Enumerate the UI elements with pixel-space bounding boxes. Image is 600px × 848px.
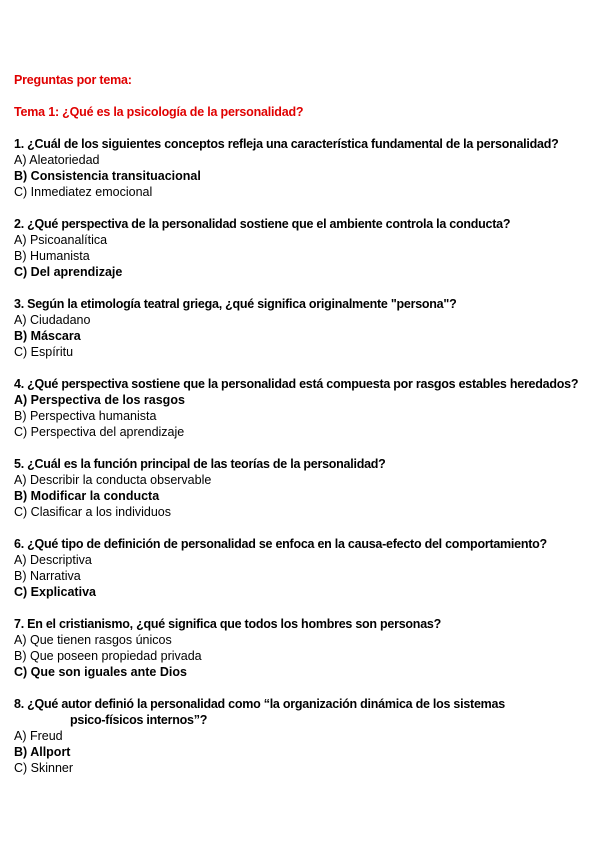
answer-option: C) Espíritu (14, 345, 74, 359)
answer-option-correct: B) Modificar la conducta (14, 489, 160, 503)
answer-option: A) Aleatoriedad (14, 153, 100, 167)
answer-option: C) Skinner (14, 761, 74, 775)
question-line: 4. ¿Qué perspectiva sostiene que la personalidad está compuesta por rasgos estables heredados? (14, 377, 579, 391)
question-text (14, 136, 590, 152)
answer-option: A) Psicoanalítica (14, 233, 108, 247)
question-text (14, 216, 590, 232)
question-block (14, 216, 590, 280)
answer-option-correct: C) Explicativa (14, 585, 96, 599)
answer-option: C) Clasificar a los individuos (14, 505, 172, 519)
answer-option-correct: B) Consistencia transituacional (14, 169, 201, 183)
section-heading: Preguntas por tema: (14, 73, 132, 87)
answer-option: A) Ciudadano (14, 313, 91, 327)
question-text (14, 456, 590, 472)
answer-option: A) Descriptiva (14, 553, 92, 567)
answer-option: B) Perspectiva humanista (14, 409, 157, 423)
question-line: 1. ¿Cuál de los siguientes conceptos refleja una característica fundamental de la personalidad? (14, 137, 559, 151)
question-block (14, 696, 590, 776)
answer-option: B) Humanista (14, 249, 90, 263)
question-line: 5. ¿Cuál es la función principal de las teorías de la personalidad? (14, 457, 386, 471)
question-block (14, 536, 590, 600)
topic-heading: Tema 1: ¿Qué es la psicología de la personalidad? (14, 105, 304, 119)
answer-option-correct: A) Perspectiva de los rasgos (14, 393, 185, 407)
answer-option-correct: C) Del aprendizaje (14, 265, 123, 279)
answer-option: C) Perspectiva del aprendizaje (14, 425, 185, 439)
answer-option-correct: C) Que son iguales ante Dios (14, 665, 187, 679)
question-line-continued: psico-físicos internos”? (70, 713, 208, 727)
question-block (14, 296, 590, 360)
question-text (14, 376, 590, 392)
question-line: 8. ¿Qué autor definió la personalidad como “la organización dinámica de los sistemas (14, 697, 505, 711)
answer-option: B) Que poseen propiedad privada (14, 649, 202, 663)
document-page (14, 72, 590, 776)
question-block (14, 456, 590, 520)
question-line: 3. Según la etimología teatral griega, ¿qué significa originalmente "persona"? (14, 297, 457, 311)
question-text (14, 536, 590, 552)
question-block (14, 376, 590, 440)
question-line: 2. ¿Qué perspectiva de la personalidad sostiene que el ambiente controla la conducta? (14, 217, 511, 231)
question-text (14, 696, 590, 728)
question-block (14, 616, 590, 680)
question-line: 7. En el cristianismo, ¿qué significa que todos los hombres son personas? (14, 617, 441, 631)
answer-option: C) Inmediatez emocional (14, 185, 153, 199)
answer-option: A) Freud (14, 729, 63, 743)
answer-option: B) Narrativa (14, 569, 81, 583)
question-list (14, 136, 590, 776)
question-text (14, 616, 590, 632)
answer-option-correct: B) Allport (14, 745, 71, 759)
answer-option: A) Describir la conducta observable (14, 473, 212, 487)
question-line: 6. ¿Qué tipo de definición de personalidad se enfoca en la causa-efecto del comportamiento? (14, 537, 547, 551)
answer-option-correct: B) Máscara (14, 329, 81, 343)
question-text (14, 296, 590, 312)
answer-option: A) Que tienen rasgos únicos (14, 633, 172, 647)
question-block (14, 136, 590, 200)
